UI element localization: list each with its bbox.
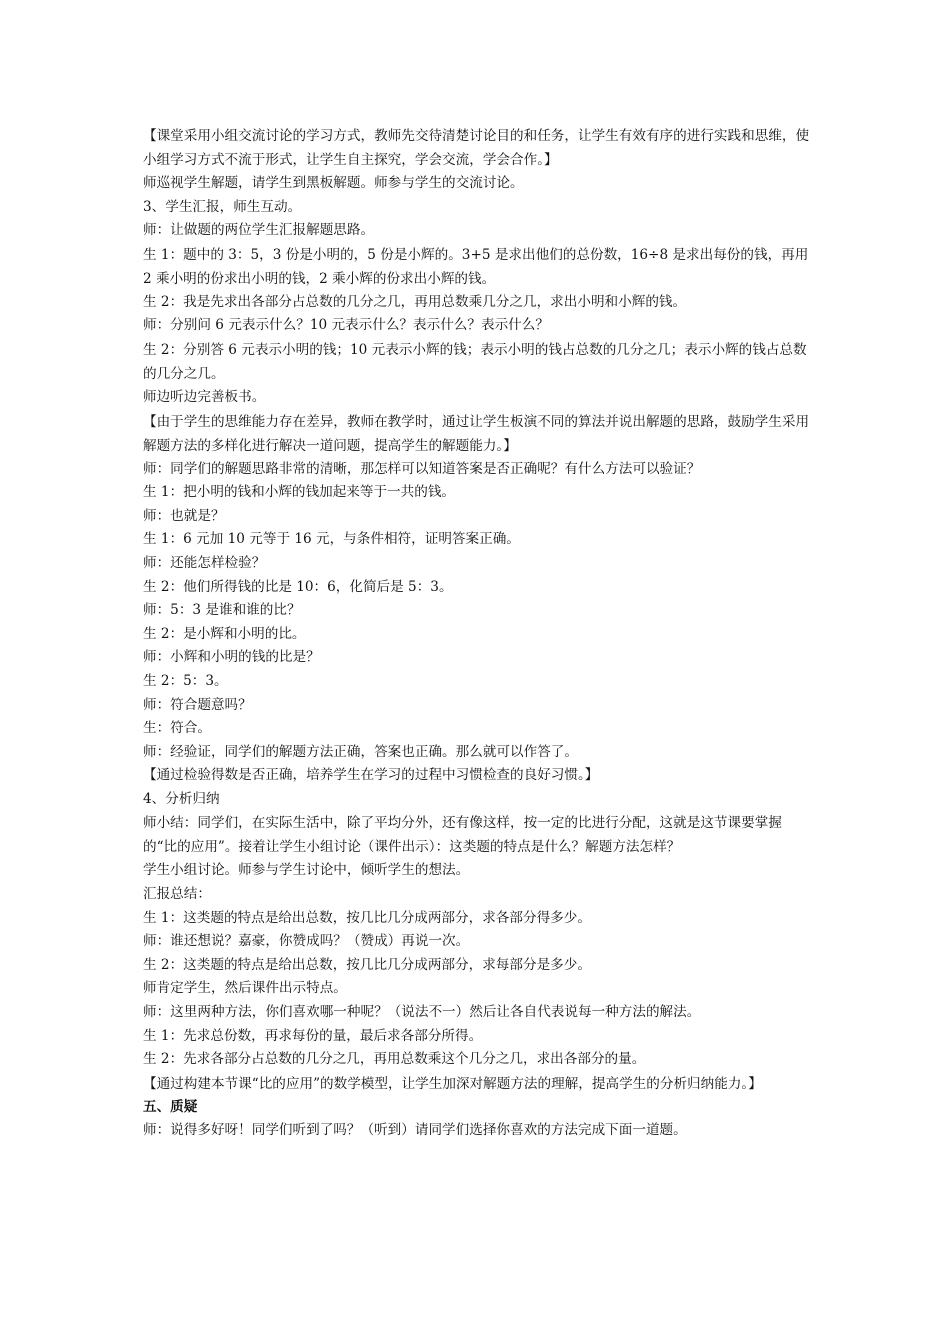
paragraph-27: 学生小组讨论。师参与学生讨论中，倾听学生的想法。 — [143, 862, 470, 879]
section-heading-5: 五、质疑 — [143, 1098, 198, 1115]
paragraph-26: 师小结：同学们，在实际生活中，除了平均分外，还有像这样，按一定的比进行分配，这就是这节课要掌握的“比的应用”。接着让学生小组讨论（课件出示）：这类题的特点是什么？解题方法怎样？ — [143, 815, 782, 856]
paragraph-23: 师：经验证，同学们的解题方法正确，答案也正确。那么就可以作答了。 — [143, 743, 578, 760]
paragraph-6: 生 2：我是先求出各部分占总数的几分之几，再用总数乘几分之几，求出小明和小辉的钱。 — [143, 293, 687, 310]
paragraph-29: 生 1：这类题的特点是给出总数，按几比几分成两部分，求各部分得多少。 — [143, 909, 591, 926]
paragraph-28: 汇报总结： — [143, 886, 211, 903]
paragraph-1: 【课堂采用小组交流讨论的学习方式，教师先交待清楚讨论目的和任务，让学生有效有序的进行实践和思维，使小组学习方式不流于形式，让学生自主探究，学会交流，学会合作。】 — [143, 128, 810, 168]
paragraph-2: 师巡视学生解题，请学生到黑板解题。师参与学生的交流讨论。 — [143, 175, 524, 191]
paragraph-16: 生 2：他们所得钱的比是 10：6，化简后是 5：3。 — [143, 578, 453, 595]
paragraph-4: 师：让做题的两位学生汇报解题思路。 — [143, 222, 375, 239]
paragraph-19: 师：小辉和小明的钱的比是？ — [143, 649, 320, 666]
paragraph-33: 师：这里两种方法，你们喜欢哪一种呢？（说法不一）然后让各自代表说每一种方法的解法。 — [143, 1004, 701, 1021]
paragraph-35: 生 2：先求各部分占总数的几分之几，再用总数乘这个几分之几，求出各部分的量。 — [143, 1051, 646, 1068]
paragraph-31: 生 2：这类题的特点是给出总数，按几比几分成两部分，求每部分是多少。 — [143, 956, 591, 973]
paragraph-10: 【由于学生的思维能力存在差异，教师在教学时，通过让学生板演不同的算法并说出解题的思路，鼓励学生采用解题方法的多样化进行解决一道问题，提高学生的解题能力。】 — [143, 413, 810, 454]
paragraph-11: 师：同学们的解题思路非常的清晰，那怎样可以知道答案是否正确呢？有什么方法可以验证？ — [143, 460, 701, 477]
paragraph-20: 生 2：5：3。 — [143, 672, 228, 689]
paragraph-12: 生 1：把小明的钱和小辉的钱加起来等于一共的钱。 — [143, 484, 456, 501]
paragraph-7: 师：分别问 6 元表示什么？10 元表示什么？表示什么？表示什么？ — [143, 317, 549, 334]
paragraph-34: 生 1：先求总份数，再求每份的量，最后求各部分所得。 — [143, 1027, 483, 1044]
paragraph-18: 生 2：是小辉和小明的比。 — [143, 625, 306, 642]
section-heading-4: 4、分析归纳 — [143, 790, 220, 807]
paragraph-9: 师边听边完善板书。 — [143, 388, 266, 405]
paragraph-13: 师：也就是？ — [143, 507, 225, 524]
paragraph-5: 生 1：题中的 3：5，3 份是小明的，5 份是小辉的。3+5 是求出他们的总份数，16÷8 是求出每份的钱，再用 2 乘小明的份求出小明的钱，2 乘小辉的份求出小辉的钱。 — [143, 246, 809, 287]
paragraph-8: 生 2：分别答 6 元表示小明的钱；10 元表示小辉的钱；表示小明的钱占总数的几分之几；表示小辉的钱占总数的几分之几。 — [143, 341, 807, 382]
paragraph-14: 生 1：6 元加 10 元等于 16 元，与条件相符，证明答案正确。 — [143, 531, 520, 548]
paragraph-32: 师肯定学生，然后课件出示特点。 — [143, 980, 347, 997]
paragraph-38: 师：说得多好呀！同学们听到了吗？（听到）请同学们选择你喜欢的方法完成下面一道题。 — [143, 1122, 687, 1139]
paragraph-15: 师：还能怎样检验？ — [143, 554, 266, 571]
paragraph-36: 【通过构建本节课“比的应用”的数学模型，让学生加深对解题方法的理解，提高学生的分析归纳能力。】 — [143, 1075, 762, 1092]
paragraph-30: 师：谁还想说？嘉豪，你赞成吗？（赞成）再说一次。 — [143, 933, 470, 950]
paragraph-24: 【通过检验得数是否正确，培养学生在学习的过程中习惯检查的良好习惯。】 — [143, 767, 599, 784]
paragraph-21: 师：符合题意吗？ — [143, 696, 252, 713]
paragraph-22: 生：符合。 — [143, 720, 211, 737]
document-body — [143, 124, 811, 1143]
paragraph-17: 师：5：3 是谁和谁的比？ — [143, 602, 301, 619]
section-heading-3: 3、学生汇报，师生互动。 — [143, 198, 302, 215]
